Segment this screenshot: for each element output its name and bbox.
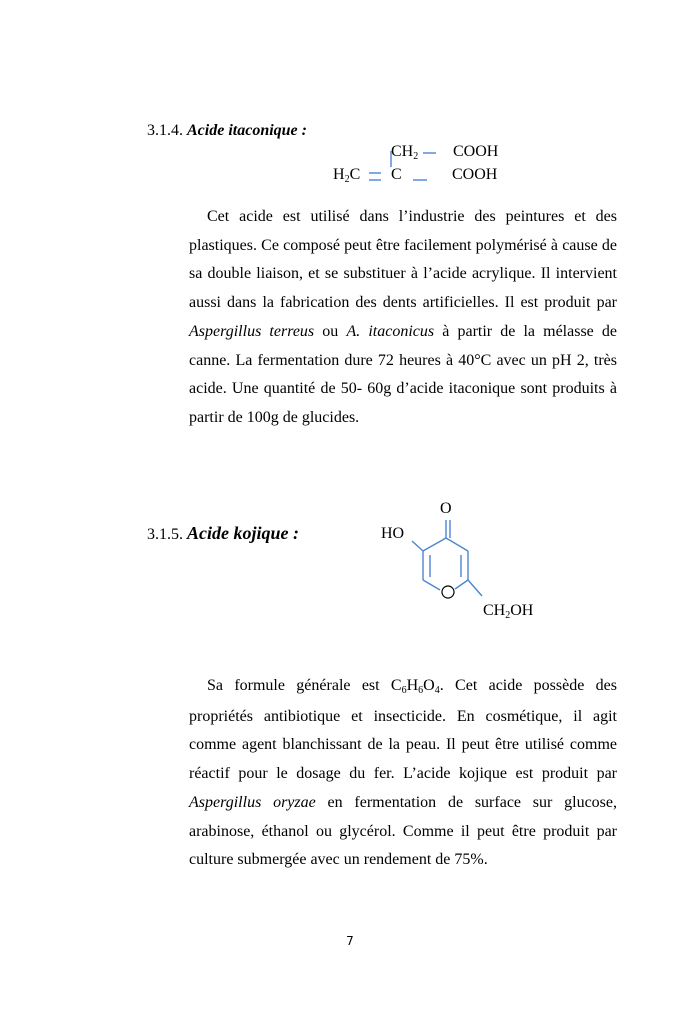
kojic-ring-bonds	[412, 520, 482, 596]
formula-h2c-tail: C	[349, 166, 361, 183]
structure-ketone-o: O	[440, 500, 452, 517]
ring-oxygen-icon	[442, 586, 454, 598]
section-number: 3.1.4.	[147, 122, 183, 139]
section-title: Acide itaconique :	[187, 122, 307, 139]
bond-ring-bottom-left	[423, 580, 440, 590]
formula-h: H	[406, 677, 419, 694]
bond-ring-top-left	[423, 538, 446, 551]
section-title: Acide kojique :	[187, 523, 299, 543]
structure-ch2oh-sub: 2	[505, 610, 511, 621]
paragraph-itaconic-text-3: à partir de la mélasse de canne. La fermentation dure 72 heures à 40°C avec un pH 2, très acide. Une quantité de 50- 60g d’acide itaconique sont produits à partir de 100g de glucides.	[189, 322, 618, 426]
section-number: 3.1.5.	[147, 526, 183, 543]
formula-cooh-top: COOH	[453, 143, 499, 160]
formula-o: O	[423, 677, 435, 694]
formula-ch2-main: CH	[391, 143, 414, 160]
formula-o-sub: 4	[434, 685, 440, 696]
structure-ch2oh-main: CH	[483, 602, 506, 619]
structure-ho: HO	[381, 525, 405, 542]
itaconic-bonds	[369, 151, 436, 180]
formula-h2c-main: H	[333, 166, 345, 183]
organism-a-itaconicus: A. itaconicus	[346, 322, 435, 340]
formula-h2c-sub: 2	[344, 174, 350, 185]
bond-ring-bottom-right	[455, 580, 468, 589]
bond-ho	[412, 541, 423, 551]
formula-c-sub: 6	[401, 685, 407, 696]
formula-ch2-sub: 2	[413, 151, 419, 162]
paragraph-kojic-text-1: Sa formule générale est C	[207, 677, 402, 694]
bond-ch2oh	[468, 580, 482, 596]
paragraph-kojic-text-2: . Cet acide possède des propriétés antibiotique et insecticide. En cosmétique, il agit comme agent blanchissant de la peau. Il peut être utilisé comme réactif pour le dosage du fer. L’acide kojique est produit par	[189, 677, 617, 783]
formula-h-sub: 6	[418, 685, 424, 696]
structure-ch2oh-tail: OH	[510, 602, 534, 619]
organism-aspergillus-terreus: Aspergillus terreus	[189, 322, 315, 340]
paragraph-kojic	[189, 672, 617, 875]
bond-ring-top-right	[446, 538, 468, 551]
paragraph-kojic-text-3: en fermentation de surface sur glucose, arabinose, éthanol ou glycérol. Comme il peut être produit par culture submergée avec un rendement de 75%.	[189, 793, 618, 869]
formula-cooh-bottom: COOH	[452, 166, 498, 183]
formula-c-center: C	[391, 166, 402, 183]
paragraph-itaconic-text-1: Cet acide est utilisé dans l’industrie des peintures et des plastiques. Ce composé peut être facilement polymérisé à cause de sa double liaison, et se substituer à l’acide acrylique. Il intervient aussi dans la fabrication des dents artificielles. Il est produit par	[189, 208, 617, 312]
page-number: 7	[346, 934, 354, 948]
paragraph-itaconic-text-2: ou	[314, 322, 347, 340]
organism-aspergillus-oryzae: Aspergillus oryzae	[189, 793, 316, 811]
